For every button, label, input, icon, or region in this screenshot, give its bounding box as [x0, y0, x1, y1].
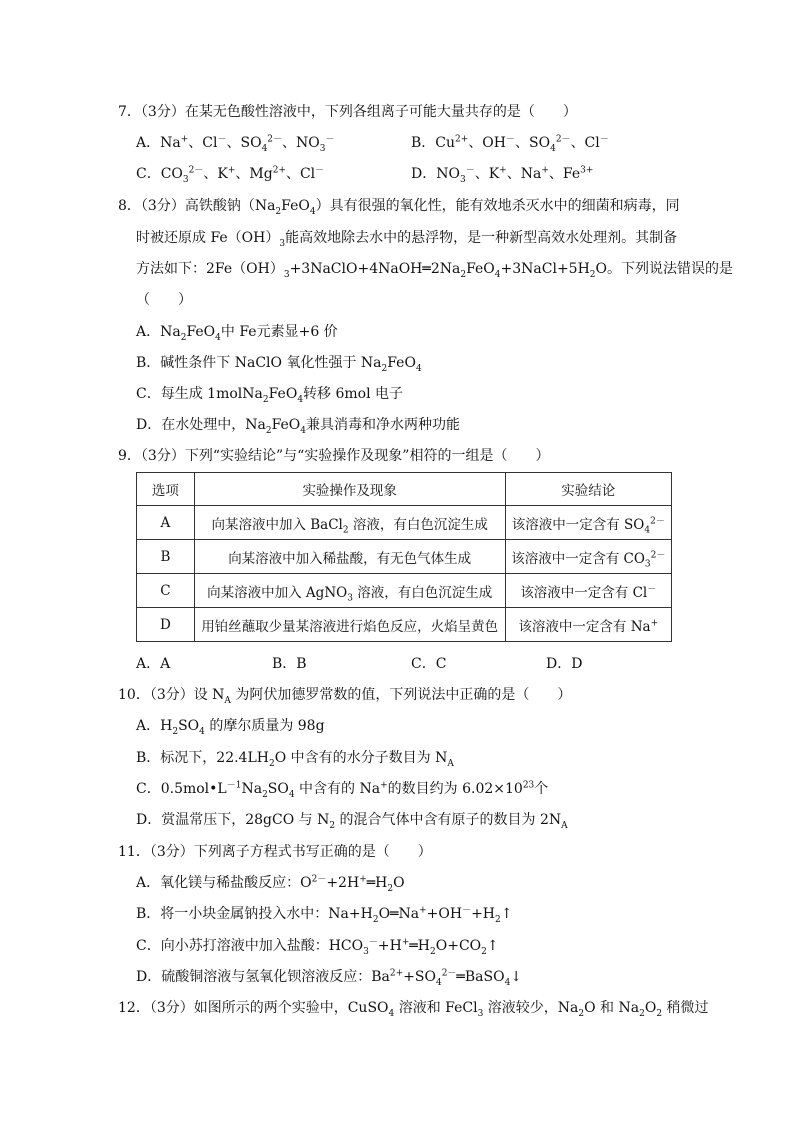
q8-answer-bracket: （ ） — [136, 292, 192, 308]
q12-stem: 12．（3分）如图所示的两个实验中，CuSO$_4$ 溶液和 FeCl$_3$ 溶液较少，$Na_2O$ 和 $Na_2O_2$ 稍微过 — [118, 1000, 709, 1019]
q8-option-b: B．碱性条件下 NaClO 氧化性强于 $Na_2FeO_4$ — [136, 355, 422, 374]
q8-stem-line2: 时被还原成 $Fe(OH)_3$能高效地除去水中的悬浮物，是一种新型高效水处理剂。其制备 — [136, 230, 678, 249]
q10-option-c: C．$0.5mol•L^{-1}Na_2SO_4$ 中含有的 Na+的数目约为 $6.02\times 10^{23}$个 — [136, 780, 549, 800]
row-option: B — [137, 540, 195, 574]
row-option: D — [137, 608, 195, 642]
q11-option-d: D．硫酸铜溶液与氢氧化钡溶液反应：$Ba^{2+}+SO_4^{2-}═BaSO_4↓$ — [136, 968, 523, 988]
header-operation: 实验操作及现象 — [194, 473, 505, 506]
q11-option-c: C．向小苏打溶液中加入盐酸：$HCO_3^-+H^+═H_2O+CO_2↑$ — [136, 937, 499, 957]
row-conclusion: 该溶液中一定含有 Na+ — [505, 608, 671, 642]
q11-option-b: B．将一小块金属钠投入水中：$Na+H_2O═Na^++OH^-+H_2↑$ — [136, 905, 513, 925]
q10-option-a: A．$H_2SO_4$ 的摩尔质量为 98g — [136, 718, 325, 737]
row-conclusion: 该溶液中一定含有 Cl－ — [505, 574, 671, 608]
q8-stem-line3: 方法如下：$2Fe(OH)_3+3NaClO+4NaOH═2Na_2FeO_4+3NaCl+5H_2O$。下列说法错误的是 — [136, 261, 734, 280]
table-row — [137, 574, 672, 608]
row-operation: 向某溶液中加入 AgNO$_3$ 溶液，有白色沉淀生成 — [194, 574, 505, 608]
row-option: A — [137, 506, 195, 540]
q9-option-a: A．A — [136, 656, 171, 672]
q7-option-c: C．$CO_3^{2-}$、K+、$Mg^{2+}$、Cl－ — [136, 165, 325, 185]
q11-option-a: A．氧化镁与稀盐酸反应：$O^{2-}+2H^+═H_2O$ — [136, 874, 405, 894]
q9-option-c: C．C — [411, 656, 447, 672]
q8-stem-line1: 8．（3分）高铁酸钠$(Na_2FeO_4)$具有很强的氧化性，能有效地杀灭水中的细菌和病毒，同 — [118, 198, 680, 217]
q7-option-d: D．$NO_3^-$、K+、Na+、$Fe^{3+}$ — [411, 165, 594, 185]
q9-options — [0, 654, 794, 674]
q8-option-a: A．$Na_2FeO_4$中 Fe元素显+6 价 — [136, 324, 338, 343]
q9-stem: 9．（3分）下列“实验结论”与“实验操作及现象”相符的一组是（ ） — [118, 448, 550, 464]
q7-option-b: B．$Cu^{2+}$、OH－、$SO_4^{2-}$、Cl－ — [411, 134, 609, 154]
row-conclusion: 该溶液中一定含有 $SO_4^{2-}$ — [505, 506, 671, 540]
table-row — [137, 506, 672, 540]
table-row — [137, 540, 672, 574]
table-row — [137, 608, 672, 642]
q10-stem: 10．（3分）设 $N_A$ 为阿伏加德罗常数的值，下列说法中正确的是（ ） — [118, 687, 572, 706]
q10-option-d: D．赏温常压下，28gCO 与 $N_2$ 的混合气体中含有原子的数目为 $2N_A$ — [136, 812, 568, 831]
q7-stem: 7．（3分）在某无色酸性溶液中，下列各组离子可能大量共存的是（ ） — [118, 104, 577, 120]
row-operation: 用铂丝蘸取少量某溶液进行焰色反应，火焰呈黄色 — [194, 608, 505, 642]
header-conclusion: 实验结论 — [505, 473, 671, 506]
q11-stem: 11．（3分）下列离子方程式书写正确的是（ ） — [118, 844, 432, 860]
row-operation: 向某溶液中加入稀盐酸，有无色气体生成 — [194, 540, 505, 574]
q9-option-b: B．B — [272, 656, 307, 672]
row-conclusion: 该溶液中一定含有 $CO_3^{2-}$ — [505, 540, 671, 574]
q9-option-d: D．D — [546, 656, 583, 672]
table-header-row — [137, 473, 672, 506]
q8-option-c: C．每生成 1molNa$_2$FeO$_4$转移 6mol 电子 — [136, 386, 404, 405]
q9-experiment-table — [136, 472, 672, 642]
q7-option-a: A．Na+、Cl－、$SO_4^{2-}$、$NO_3^-$ — [136, 134, 335, 154]
header-option: 选项 — [137, 473, 195, 506]
row-option: C — [137, 574, 195, 608]
row-operation: 向某溶液中加入 BaCl$_2$ 溶液，有白色沉淀生成 — [194, 506, 505, 540]
q10-option-b: B．标况下，$22.4LH_2O$ 中含有的水分子数目为 $N_A$ — [136, 750, 454, 769]
q8-option-d: D．在水处理中，$Na_2FeO_4$兼具消毒和净水两种功能 — [136, 417, 461, 436]
